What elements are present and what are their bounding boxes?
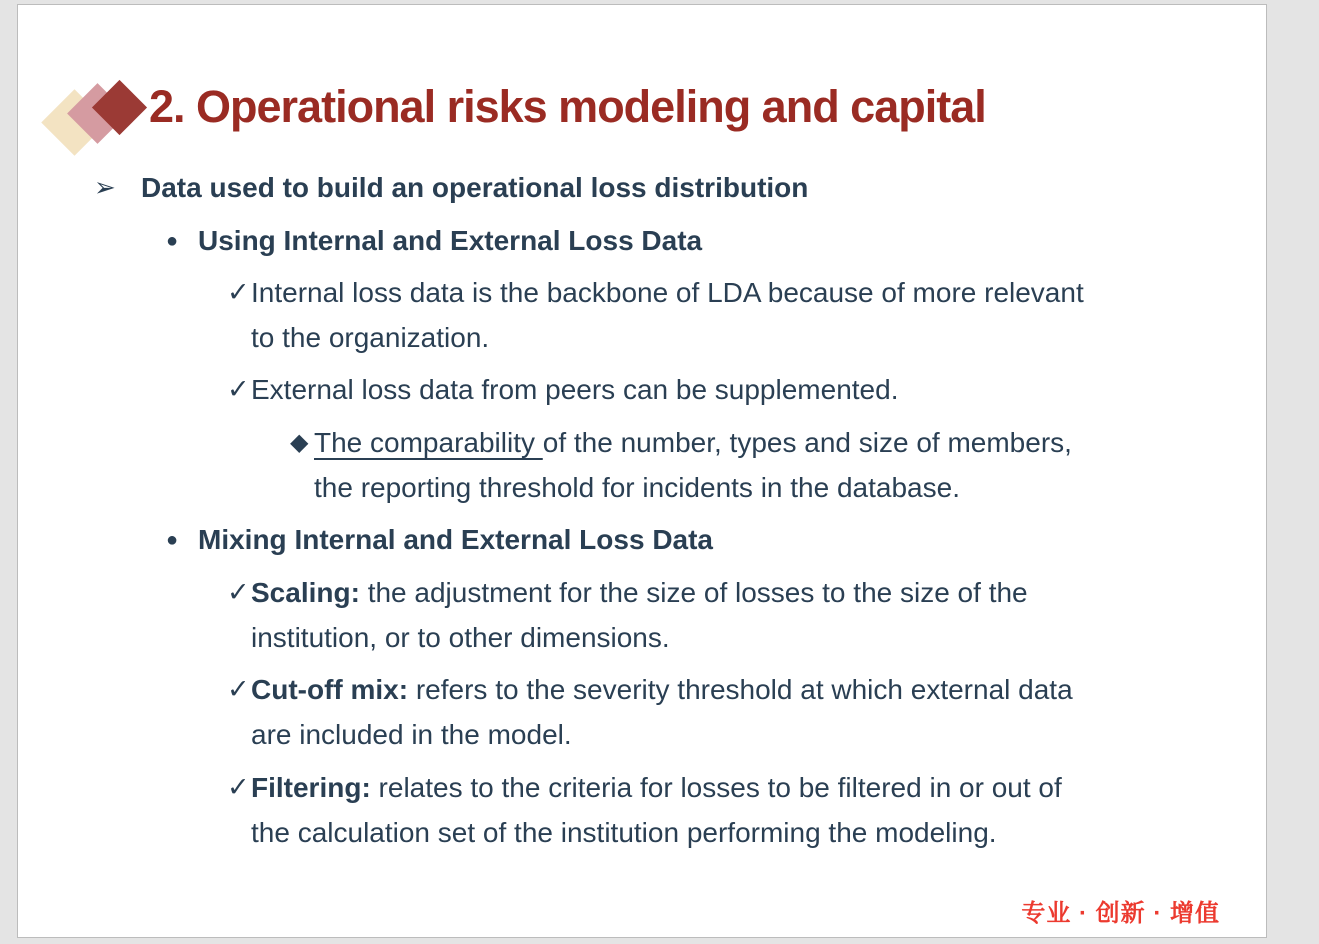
bullet-comparability-text-cont: the reporting threshold for incidents in the database. — [314, 472, 960, 503]
bullet-cutoff-text-cont: are included in the model. — [251, 719, 572, 750]
bullet-scaling-text-cont: institution, or to other dimensions. — [251, 622, 670, 653]
check-bullet-icon: ✓ — [227, 577, 250, 607]
bullet-scaling-text — [251, 570, 1028, 615]
diamond-bullet-icon: ◆ — [290, 429, 309, 456]
bullet-comparability-text — [314, 420, 1072, 465]
dot-bullet-icon: ● — [166, 529, 179, 551]
slide-canvas — [17, 4, 1267, 938]
bullet-section-label: Data used to build an operational loss distribution — [141, 172, 809, 203]
dot-bullet-icon: ● — [166, 230, 179, 252]
bullet-filtering-text — [251, 765, 1062, 810]
comparability-rest: of the number, types and size of members, — [542, 427, 1072, 458]
underlined-phrase: The comparability — [314, 427, 543, 458]
arrow-bullet-icon: ➢ — [94, 172, 116, 202]
bullet-mixing-label: Mixing Internal and External Loss Data — [198, 524, 714, 555]
bullet-filtering-text-cont: the calculation set of the institution performing the modeling. — [251, 817, 997, 848]
bullet-using-label: Using Internal and External Loss Data — [198, 225, 703, 256]
bullet-internal-text-cont: to the organization. — [251, 322, 490, 353]
scaling-label: Scaling: — [251, 577, 360, 608]
check-bullet-icon: ✓ — [227, 772, 250, 802]
title-decoration — [51, 85, 161, 161]
cutoff-rest: refers to the severity threshold at which external data — [408, 674, 1073, 705]
bullet-cutoff-text — [251, 667, 1073, 712]
bullet-internal-text: Internal loss data is the backbone of LDA because of more relevant — [251, 277, 1084, 308]
check-bullet-icon: ✓ — [227, 277, 250, 307]
filtering-label: Filtering: — [251, 772, 371, 803]
filtering-rest: relates to the criteria for losses to be filtered in or out of — [370, 772, 1062, 803]
bullet-external-text: External loss data from peers can be supplemented. — [251, 374, 899, 405]
page-title: 2. Operational risks modeling and capital — [149, 81, 986, 132]
check-bullet-icon: ✓ — [227, 374, 250, 404]
check-bullet-icon: ✓ — [227, 674, 250, 704]
cutoff-label: Cut-off mix: — [251, 674, 409, 705]
scaling-rest: the adjustment for the size of losses to the size of the — [359, 577, 1028, 608]
footer-slogan: 专业 · 创新 · 增值 — [1021, 900, 1220, 927]
